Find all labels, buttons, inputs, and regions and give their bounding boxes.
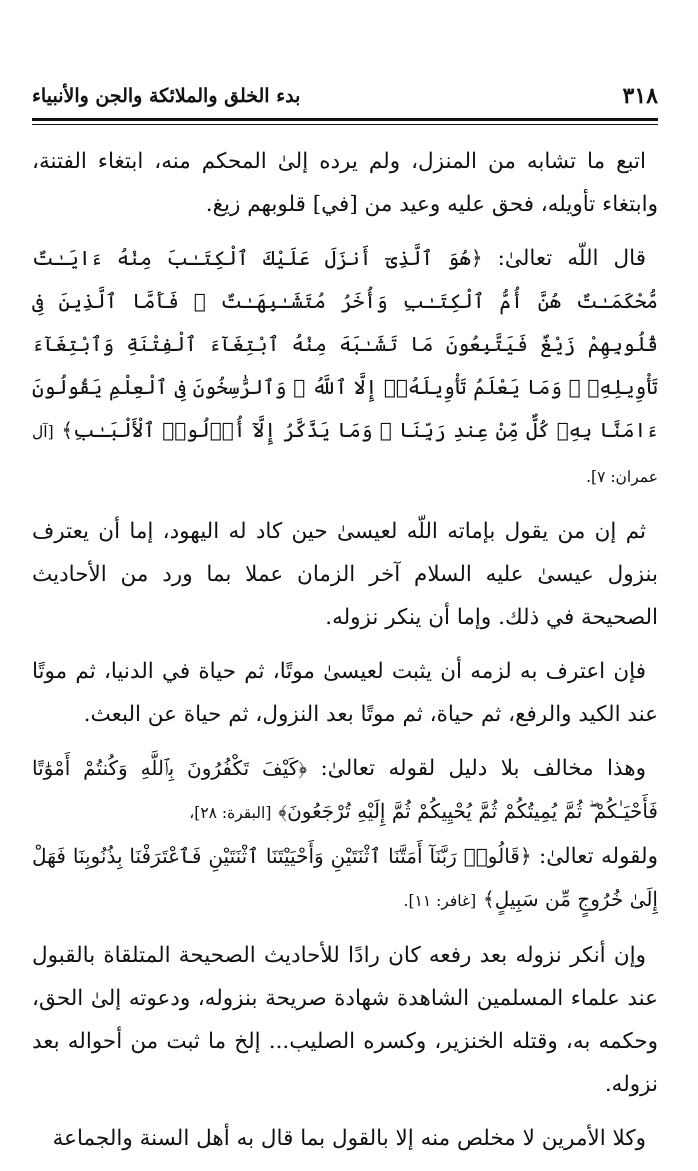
paragraph-1 [32,140,658,226]
paragraph-5 [32,747,658,835]
header-rule-thick [32,118,658,121]
paragraph-8 [32,1117,658,1160]
verse-reference: [البقرة: ٢٨]، [189,804,272,822]
paragraph-4 [32,650,658,736]
verse-reference: [غافر: ١١]. [403,892,477,910]
paragraph-text: اتبع ما تشابه من المنزل، ولم يرده إلىٰ المحكم منه، ابتغاء الفتنة، وابتغاء تأويله، فحق عليه وعيد من [في] قلوبهم زيغ. [32,149,658,217]
paragraph-intro: قال اللّه تعالىٰ: [497,246,646,271]
page-header [32,76,658,116]
paragraph-text: ثم إن من يقول بإماته اللّه لعيسىٰ حين كاد له اليهود، إما أن يعترف بنزول عيسىٰ عليه السلام آخر الزمان عملا بما ورد من الأحاديث الصحيحة في ذلك. وإما أن ينكر نزوله. [32,519,658,630]
body-text [32,140,658,1171]
page-number: ٣١٨ [622,83,658,109]
paragraph-intro: ولقوله تعالىٰ: [538,844,658,869]
verse-reference: [آل عمران: ٧]. [32,423,658,486]
paragraph-text: وإن أنكر نزوله بعد رفعه كان رادًا للأحاديث الصحيحة المتلقاة بالقبول عند علماء المسلمين الشاهدة شهادة صريحة بنزوله، ودعوته إلىٰ الحق، وحكمه به، وقتله الخنزير، وكسره الصليب... إلخ ما ثبت من أحواله بعد نزوله. [32,943,658,1097]
paragraph-intro: وهذا مخالف بلا دليل لقوله تعالىٰ: [320,756,646,781]
paragraph-text: وكلا الأمرين لا مخلص منه إلا بالقول بما قال به أهل السنة والجماعة [52,1126,646,1151]
running-title: بدء الخلق والملائكة والجن والأنبياء [32,85,301,107]
paragraph-7 [32,934,658,1106]
quran-verse: ﴿هُوَ ٱلَّذِىٓ أَنزَلَ عَلَيْكَ ٱلْكِتَـٰبَ مِنْهُ ءَايَـٰتٌ مُّحْكَمَـٰتٌ هُنَّ أُمُّ ٱلْكِتَـٰبِ وَأُخَرُ مُتَشَـٰبِهَـٰتٌ ۖ فَأَمَّا ٱلَّذِينَ فِى قُلُوبِهِمْ زَيْغٌ فَيَتَّبِعُونَ مَا تَشَـٰبَهَ مِنْهُ ٱبْتِغَآءَ ٱلْفِتْنَةِ وَٱبْتِغَآءَ تَأْوِيلِهِۦ ۗ وَمَا يَعْلَمُ تَأْوِيلَهُۥٓ إِلَّا ٱللَّهُ ۗ وَٱلرَّٰسِخُونَ فِى ٱلْعِلْمِ يَقُولُونَ ءَامَنَّا بِهِۦ كُلٌّ مِّنْ عِندِ رَبِّنَا ۗ وَمَا يَذَّكَّرُ إِلَّآ أُو۟لُوا۟ ٱلْأَلْبَـٰبِ﴾ [32,246,658,442]
paragraph-3 [32,510,658,639]
quran-verse: ﴿قَالُوا۟ رَبَّنَآ أَمَتَّنَا ٱثْنَتَيْنِ وَأَحْيَيْتَنَا ٱثْنَتَيْنِ فَٱعْتَرَفْنَا بِذُنُوبِنَا فَهَلْ إِلَىٰ خُرُوجٍ مِّن سَبِيلٍ﴾ [32,844,658,911]
paragraph-2 [32,237,658,499]
paragraph-text: فإن اعترف به لزمه أن يثبت لعيسىٰ موتًا، ثم حياة في الدنيا، ثم موتًا عند الكيد والرفع، ثم حياة، ثم موتًا بعد النزول، ثم حياة عن البعث. [32,659,658,727]
header-rule-thin [32,124,658,125]
paragraph-6 [32,835,658,923]
quran-verse: ﴿كَيْفَ تَكْفُرُونَ بِٱللَّهِ وَكُنتُمْ أَمْوَٰتًا فَأَحْيَـٰكُمْ ۖ ثُمَّ يُمِيتُكُمْ ثُمَّ يُحْيِيكُمْ ثُمَّ إِلَيْهِ تُرْجَعُونَ﴾ [32,756,658,823]
